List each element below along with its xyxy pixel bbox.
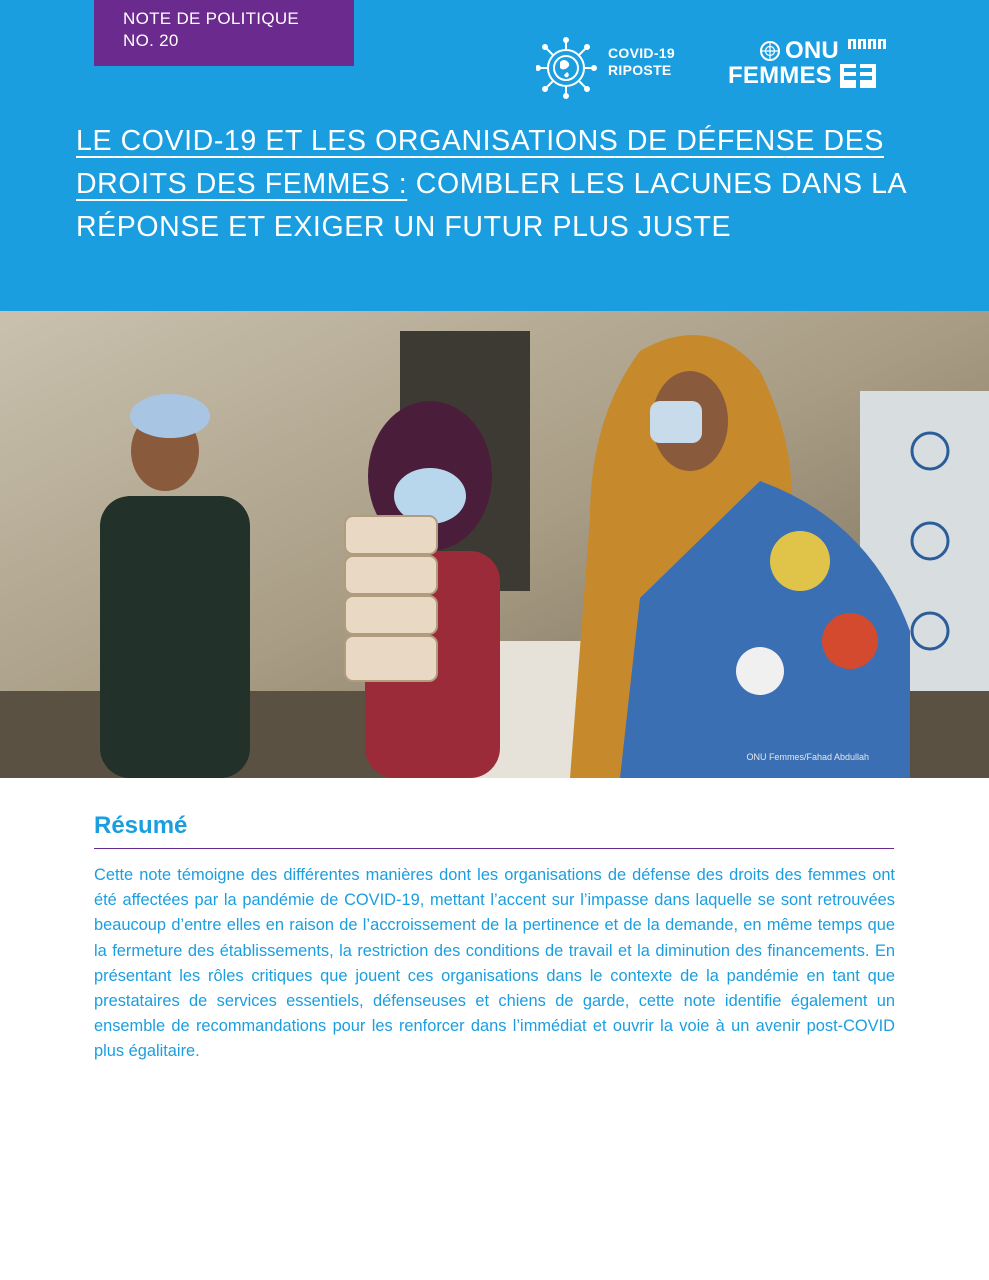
photo-credit: ONU Femmes/Fahad Abdullah <box>746 752 869 762</box>
badge-number: NO. 20 <box>123 31 179 50</box>
header-banner <box>0 0 989 311</box>
women-symbol-icon <box>848 39 886 63</box>
covid-riposte-label: COVID-19 RIPOSTE <box>608 45 675 78</box>
un-logo-line1: ONU <box>785 37 839 64</box>
cover-photo <box>0 311 989 778</box>
page-title <box>76 120 926 249</box>
un-logo-line2: FEMMES <box>728 62 832 89</box>
food-distribution-illustration <box>0 311 989 778</box>
summary-body: Cette note témoigne des différentes manières dont les organisations de défense des droits des femmes ont été affectées par la pandémie de COVID-19, mettant l’accent sur l’impasse dans laquelle se sont retrouvées beaucoup d’entre elles en raison de l’accroissement de la pertinence et de la demande, en même temps que la fermeture des établissements, la restriction des conditions de travail et la diminution des financements. En présentant les rôles critiques que jouent ces organisations dans le contexte de la pandémie en tant que prestataires de services essentiels, défenseuses et chiens de garde, cette note identifie également un ensemble de recommandations pour les renforcer dans l’immédiat et ouvrir la voie à un avenir post-COVID plus égalitaire. <box>94 866 895 1061</box>
badge-label: NOTE DE POLITIQUE <box>123 9 300 28</box>
un-emblem-icon <box>758 40 782 62</box>
title-rest: COMBLER LES LACUNES DANS LA RÉPONSE ET EXIGER UN FUTUR PLUS JUSTE <box>76 168 906 243</box>
title-underlined: LE COVID-19 ET LES ORGANISATIONS DE DÉFENSE DES DROITS DES FEMMES : <box>76 125 884 200</box>
policy-note-badge <box>94 0 354 66</box>
un-women-logo <box>728 38 886 88</box>
women-bars-icon <box>840 64 876 88</box>
summary-divider <box>94 848 894 849</box>
summary-heading: Résumé <box>94 812 188 839</box>
